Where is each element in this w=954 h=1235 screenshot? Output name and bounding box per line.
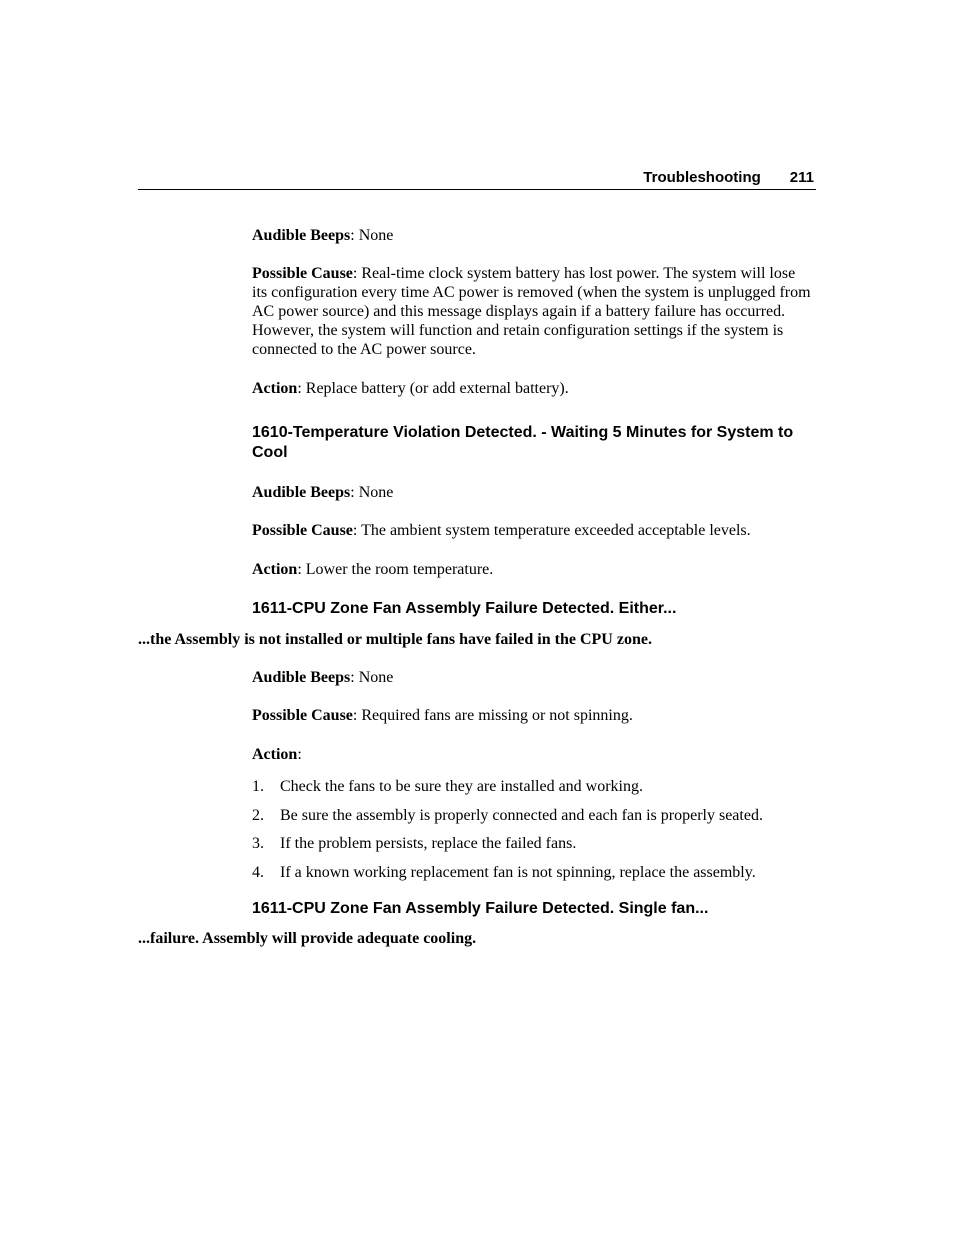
possible-cause-value: : Required fans are missing or not spinning. — [352, 707, 633, 724]
audible-beeps-label: Audible Beeps — [252, 484, 351, 501]
audible-beeps-label: Audible Beeps — [252, 669, 351, 686]
action-value: : — [297, 746, 302, 763]
audible-beeps-value: : None — [350, 484, 394, 501]
header-section-title: Troubleshooting — [643, 169, 761, 186]
page-number: 211 — [789, 169, 814, 186]
running-header — [138, 168, 816, 190]
audible-beeps-value: : None — [350, 227, 394, 244]
step-number: 4. — [252, 863, 264, 881]
action-label: Action — [252, 746, 298, 763]
list-item — [252, 806, 822, 825]
step-text: If the problem persists, replace the failed fans. — [280, 835, 577, 852]
list-item — [252, 863, 822, 882]
possible-cause-value: : Real-time clock system battery has lost power. The system will lose its configuration every time AC power is removed (when the system is unplugged from AC power source) and this message displays again if a battery failure has occurred. However, the system will function and retain configuration settings if the system is connected to the AC power source. — [252, 265, 811, 358]
step-number: 2. — [252, 806, 264, 824]
possible-cause-label: Possible Cause — [252, 707, 353, 724]
step-text: Check the fans to be sure they are installed and working. — [280, 778, 643, 795]
possible-cause-value: : The ambient system temperature exceeded acceptable levels. — [352, 522, 751, 539]
error-1611-single-fan-continuation: ...failure. Assembly will provide adequate cooling. — [138, 930, 477, 947]
list-item — [252, 834, 822, 853]
step-number: 3. — [252, 835, 264, 852]
action-label: Action — [252, 380, 298, 397]
action-label: Action — [252, 561, 298, 578]
action-line — [252, 560, 812, 579]
action-steps-list — [252, 777, 822, 891]
audible-beeps-line — [252, 668, 812, 687]
error-1611-single-fan-heading: 1611-CPU Zone Fan Assembly Failure Detected. Single fan... — [252, 900, 709, 917]
header-text — [643, 169, 814, 186]
action-line — [252, 745, 812, 764]
possible-cause-paragraph — [252, 264, 812, 359]
audible-beeps-value: : None — [350, 669, 394, 686]
possible-cause-label: Possible Cause — [252, 265, 353, 282]
action-line — [252, 379, 812, 398]
step-text: Be sure the assembly is properly connected and each fan is properly seated. — [280, 806, 763, 824]
error-1610-heading: 1610-Temperature Violation Detected. - Waiting 5 Minutes for System to Cool — [252, 424, 794, 461]
possible-cause-paragraph — [252, 706, 812, 725]
step-number: 1. — [252, 778, 264, 795]
audible-beeps-line — [252, 226, 812, 245]
error-1611-either-heading: 1611-CPU Zone Fan Assembly Failure Detected. Either... — [252, 600, 677, 617]
action-value: : Replace battery (or add external battery). — [297, 380, 569, 397]
audible-beeps-line — [252, 483, 812, 502]
possible-cause-paragraph — [252, 521, 812, 540]
audible-beeps-label: Audible Beeps — [252, 227, 351, 244]
step-text: If a known working replacement fan is not spinning, replace the assembly. — [280, 863, 756, 881]
error-1611-continuation: ...the Assembly is not installed or multiple fans have failed in the CPU zone. — [138, 631, 652, 648]
action-value: : Lower the room temperature. — [297, 561, 494, 578]
list-item — [252, 777, 822, 796]
possible-cause-label: Possible Cause — [252, 522, 353, 539]
